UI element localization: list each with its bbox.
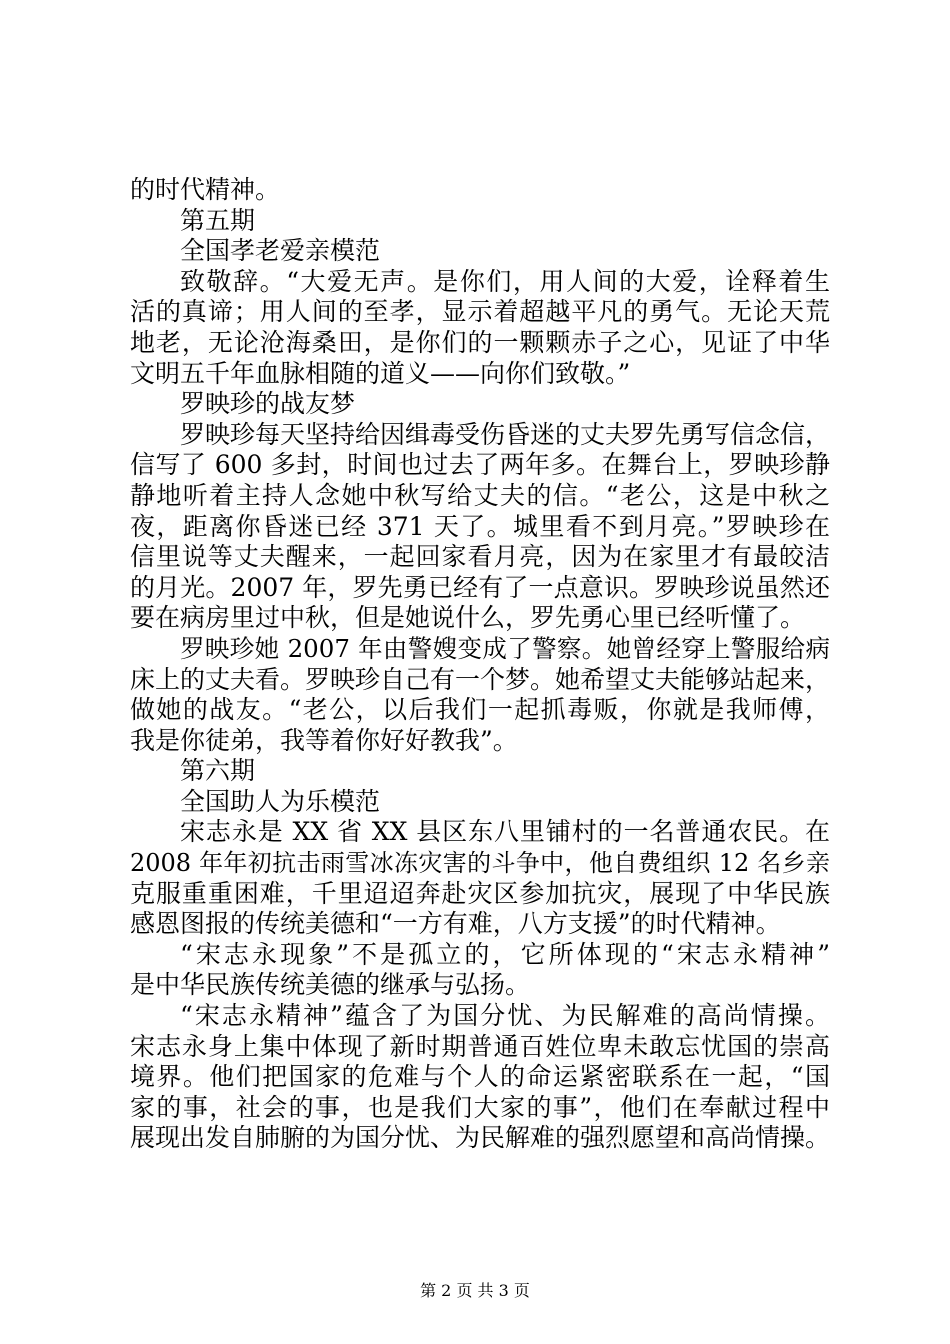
text-line: 境界。他们把国家的危难与个人的命运紧密联系在一起，“国 [130,1062,830,1092]
text-line: 文明五千年血脉相随的道义——向你们致敬。” [130,358,631,388]
text-line: 要在病房里过中秋，但是她说什么，罗先勇心里已经听懂了。 [130,603,806,633]
text-line: 感恩图报的传统美德和“一方有难，八方支援”的时代精神。 [130,909,781,939]
text-line: 罗映珍的战友梦 [180,389,356,419]
text-line: 地老，无论沧海桑田，是你们的一颗颗赤子之心，见证了中华 [130,327,830,357]
text-line: 第五期 [180,205,256,235]
text-line: 信写了 600 多封，时间也过去了两年多。在舞台上，罗映珍静 [130,450,830,480]
page-footer: 第 2 页 共 3 页 [420,1281,530,1300]
text-line: 全国助人为乐模范 [180,786,381,816]
text-line: 展现出发自肺腑的为国分忧、为民解难的强烈愿望和高尚情操。 [130,1123,831,1153]
text-line: 是中华民族传统美德的继承与弘扬。 [130,970,531,1000]
text-line: 第六期 [180,756,256,786]
text-lines [130,175,830,1154]
text-line: 静地听着主持人念她中秋写给丈夫的信。“老公，这是中秋之 [130,480,830,510]
text-line: 宋志永身上集中体现了新时期普通百姓位卑未敢忘忧国的崇高 [130,1031,830,1061]
text-line: 床上的丈夫看。罗映珍自己有一个梦。她希望丈夫能够站起来， [130,664,831,694]
text-line: 的月光。2007 年，罗先勇已经有了一点意识。罗映珍说虽然还 [130,572,830,602]
text-line: 致敬辞。“大爱无声。是你们，用人间的大爱，诠释着生 [180,266,830,296]
text-line: 家的事，社会的事，也是我们大家的事”，他们在奉献过程中 [130,1092,830,1122]
text-line: 宋志永是 XX 省 XX 县区东八里铺村的一名普通农民。在 [180,817,830,847]
text-line: “宋志永现象”不是孤立的，它所体现的“宋志永精神” [180,939,830,969]
text-line: 的时代精神。 [130,175,281,204]
text-line: 活的真谛；用人间的至孝，显示着超越平凡的勇气。无论天荒 [130,297,830,327]
text-line: 2008 年年初抗击雨雪冰冻灾害的斗争中，他自费组织 12 名乡亲 [130,849,830,878]
text-line: 克服重重困难，千里迢迢奔赴灾区参加抗灾，展现了中华民族 [130,878,830,908]
text-line: 做她的战友。“老公，以后我们一起抓毒贩，你就是我师傅， [130,695,830,725]
text-line: 全国孝老爱亲模范 [180,236,381,266]
text-line: 信里说等丈夫醒来，一起回家看月亮，因为在家里才有最皎洁 [130,542,830,572]
text-line: 罗映珍每天坚持给因缉毒受伤昏迷的丈夫罗先勇写信念信， [180,419,831,449]
text-line: 我是你徒弟，我等着你好好教我”。 [130,725,518,755]
text-line: 罗映珍她 2007 年由警嫂变成了警察。她曾经穿上警服给病 [180,633,830,663]
text-line: 夜，距离你昏迷已经 371 天了。城里看不到月亮。”罗映珍在 [130,511,830,541]
document-body [130,175,830,1154]
text-line: “宋志永精神”蕴含了为国分忧、为民解难的高尚情操。 [180,1001,830,1031]
